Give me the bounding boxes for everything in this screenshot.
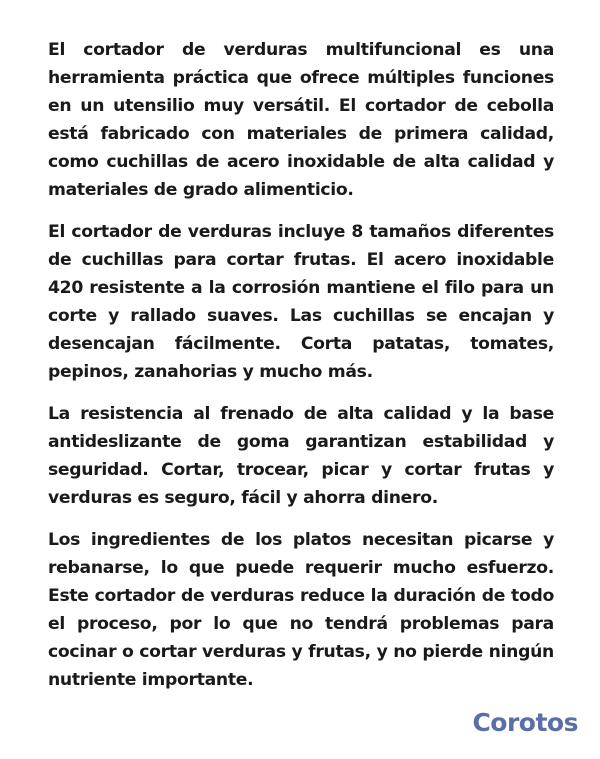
paragraph-1: El cortador de verduras multifuncional es una herramienta práctica que ofrece múltiples funciones en un utensilio muy versátil. El cortador de cebolla está fabricado con materiales de primera calidad, como cuchillas de acero inoxidable de alta calidad y materiales de grado alimenticio. (48, 40, 554, 200)
document-body (48, 36, 554, 708)
paragraph-2: El cortador de verduras incluye 8 tamaños diferentes de cuchillas para cortar frutas. El acero inoxidable 420 resistente a la corrosión mantiene el filo para un corte y rallado suaves. Las cuchillas se encajan y desencajan fácilmente. Corta patatas, tomates, pepinos, zanahorias y mucho más. (48, 222, 554, 382)
paragraph-3: La resistencia al frenado de alta calidad y la base antideslizante de goma garantizan estabilidad y seguridad. Cortar, trocear, picar y cortar frutas y verduras es seguro, fácil y ahorra dinero. (48, 404, 554, 508)
paragraph-4: Los ingredientes de los platos necesitan picarse y rebanarse, lo que puede requerir mucho esfuerzo. Este cortador de verduras reduce la duración de todo el proceso, por lo que no tendrá problemas para cocinar o cortar verduras y frutas, y no pierde ningún nutriente importante. (48, 530, 554, 690)
corotos-watermark: Corotos (472, 708, 578, 737)
